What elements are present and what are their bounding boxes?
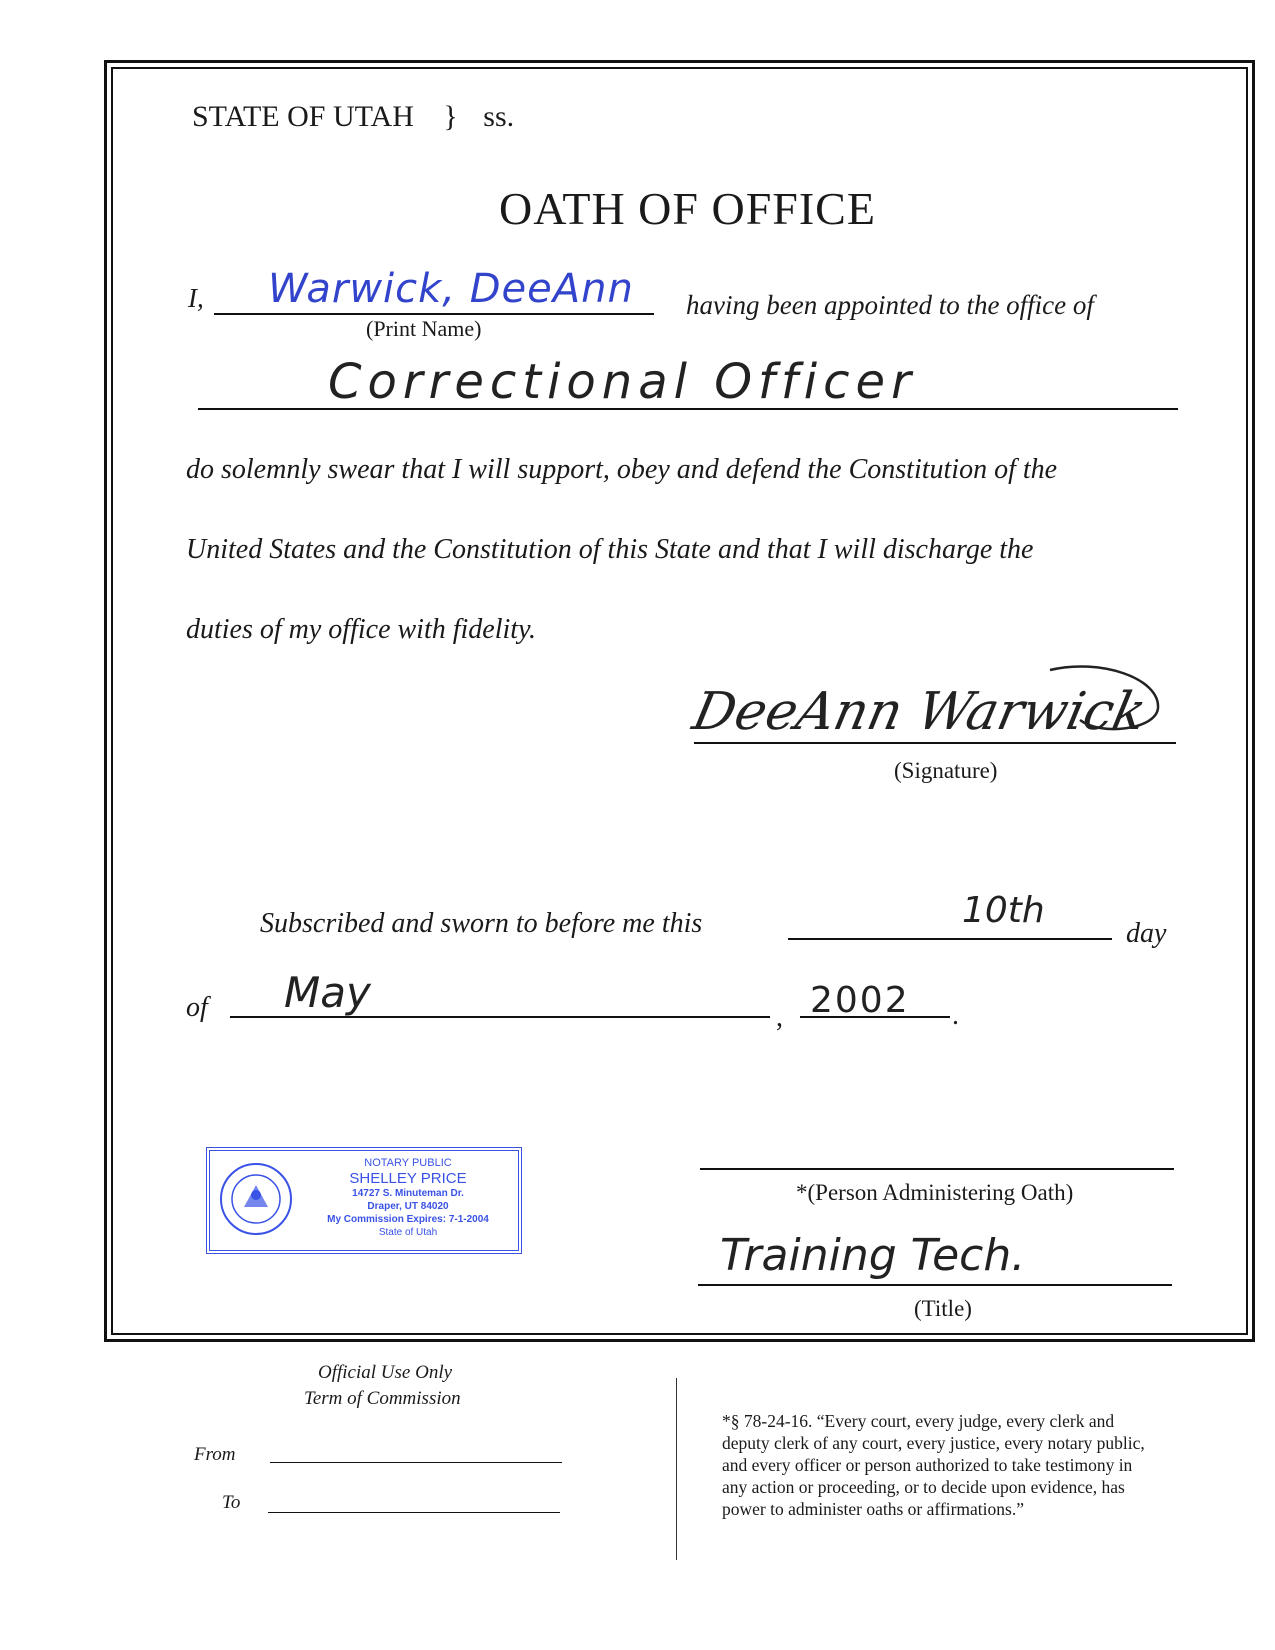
signature-label: (Signature) (894, 758, 998, 783)
footnote-line-2: deputy clerk of any court, every justice, every notary public, (722, 1433, 1145, 1453)
footnote-line-4: any action or proceeding, or to decide upon evidence, has (722, 1477, 1125, 1497)
appointed-text: having been appointed to the office of (686, 290, 1094, 320)
from-label: From (194, 1444, 236, 1465)
oath-body-line-3: duties of my office with fidelity. (186, 614, 536, 645)
print-name-line (214, 313, 654, 315)
sworn-prefix: Subscribed and sworn to before me this (260, 908, 703, 939)
official-use-line-1: Official Use Only (318, 1362, 453, 1383)
print-name-label: (Print Name) (366, 316, 482, 341)
state-name: STATE OF UTAH (192, 100, 414, 133)
to-label: To (222, 1492, 241, 1513)
notary-stamp (206, 1147, 522, 1254)
footnote-line-1: *§ 78-24-16. “Every court, every judge, every clerk and (722, 1411, 1115, 1431)
period: . (952, 1000, 959, 1031)
stamp-line-3: 14727 S. Minuteman Dr. (352, 1188, 464, 1199)
stamp-line-1: NOTARY PUBLIC (364, 1157, 452, 1169)
office-value: Correctional Officer (328, 354, 917, 410)
title-value: Training Tech. (720, 1230, 1026, 1281)
oath-body-line-2: United States and the Constitution of this State and that I will discharge the (186, 534, 1034, 565)
footnote-line-5: power to administer oaths or affirmations.” (722, 1499, 1024, 1519)
year-value: 2002 (810, 980, 910, 1021)
signature-line (694, 742, 1176, 744)
day-line (788, 938, 1112, 940)
footnote-line-3: and every officer or person authorized to take testimony in (722, 1455, 1133, 1475)
brace: } (443, 100, 458, 133)
stamp-line-4: Draper, UT 84020 (367, 1201, 449, 1212)
stamp-line-6: State of Utah (378, 1227, 438, 1238)
stamp-text (302, 1157, 514, 1239)
to-line (268, 1512, 560, 1513)
signature-value: DeeAnn Warwick (687, 682, 1152, 742)
footnote (722, 1410, 1145, 1520)
oath-body-line-1: do solemnly swear that I will support, obey and defend the Constitution of the (186, 454, 1058, 485)
title-line (698, 1284, 1172, 1286)
official-use-line-2: Term of Commission (304, 1388, 461, 1409)
oath-i: I, (188, 283, 204, 313)
state-header (192, 100, 514, 134)
footer-divider (676, 1378, 677, 1560)
day-value: 10th (962, 890, 1045, 931)
state-seal-icon (218, 1161, 294, 1237)
administering-line (700, 1168, 1174, 1170)
from-line (270, 1462, 562, 1463)
of-label: of (186, 992, 208, 1023)
stamp-line-2: SHELLEY PRICE (349, 1170, 467, 1187)
print-name-value: Warwick, DeeAnn (268, 266, 634, 312)
document-title: OATH OF OFFICE (499, 183, 876, 234)
day-label: day (1126, 918, 1167, 949)
signature-flourish (1040, 658, 1170, 738)
comma: , (776, 1002, 783, 1033)
administering-label: *(Person Administering Oath) (796, 1180, 1074, 1205)
month-value: May (284, 968, 371, 1017)
title-label: (Title) (914, 1296, 972, 1321)
stamp-line-5: My Commission Expires: 7-1-2004 (327, 1214, 489, 1225)
ss-label: ss. (483, 100, 515, 133)
